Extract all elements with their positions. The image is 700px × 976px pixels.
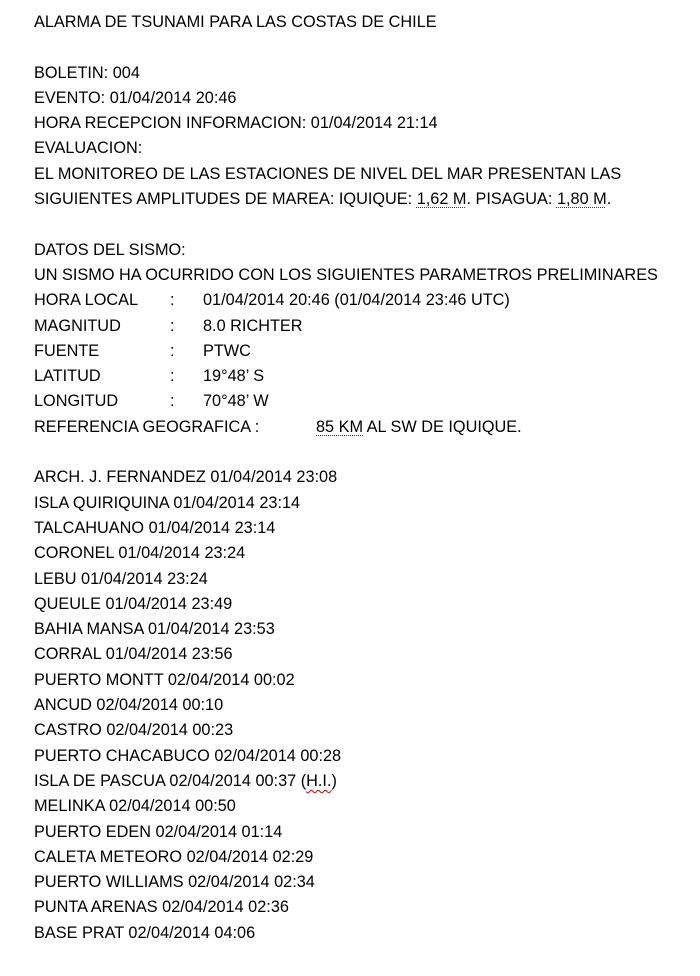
blank-line xyxy=(34,212,698,237)
list-item: BASE PRAT 02/04/2014 04:06 xyxy=(34,923,256,942)
evaluacion-heading: EVALUACION: xyxy=(34,139,143,158)
longitud-value: 70°48’ W xyxy=(203,392,269,411)
referencia-row xyxy=(34,415,698,440)
referencia-distance: 85 KM xyxy=(316,417,364,436)
boletin-number: BOLETIN: 004 xyxy=(34,63,140,82)
referencia-value xyxy=(316,415,522,440)
list-item: ISLA QUIRIQUINA 01/04/2014 23:14 xyxy=(34,493,301,512)
latitud-row xyxy=(34,364,698,389)
pisagua-text: . PISAGUA: xyxy=(466,190,557,209)
magnitud-row xyxy=(34,314,698,339)
list-item: CORRAL 01/04/2014 23:56 xyxy=(34,645,233,664)
bulletin-title: ALARMA DE TSUNAMI PARA LAS COSTAS DE CHILE xyxy=(34,13,437,31)
longitud-row xyxy=(34,389,698,414)
list-item: MELINKA 02/04/2014 00:50 xyxy=(34,797,236,816)
monitoreo-line-2 xyxy=(34,187,698,212)
list-item: CASTRO 02/04/2014 00:23 xyxy=(34,721,234,740)
fuente-value: PTWC xyxy=(203,341,251,360)
list-item: ARCH. J. FERNANDEZ 01/04/2014 23:08 xyxy=(34,468,338,487)
hora-local-row xyxy=(34,288,698,313)
blank-line xyxy=(34,35,698,60)
list-item: TALCAHUANO 01/04/2014 23:14 xyxy=(34,518,276,537)
list-item: CALETA METEORO 02/04/2014 02:29 xyxy=(34,847,314,866)
list-item: PUERTO MONTT 02/04/2014 00:02 xyxy=(34,670,295,689)
longitud-label: LONGITUD xyxy=(34,392,119,411)
period: . xyxy=(606,190,612,209)
pascua-close: ) xyxy=(331,771,337,790)
separator: : xyxy=(170,341,175,360)
hora-local-value: 01/04/2014 20:46 (01/04/2014 23:46 UTC) xyxy=(203,291,510,310)
hora-recepcion: HORA RECEPCION INFORMACION: 01/04/2014 21:14 xyxy=(34,114,438,133)
pisagua-amplitude: 1,80 M xyxy=(556,190,607,209)
latitud-value: 19°48’ S xyxy=(203,367,265,386)
datos-sismo-heading: DATOS DEL SISMO: xyxy=(34,240,186,259)
list-item: ANCUD 02/04/2014 00:10 xyxy=(34,696,224,715)
list-item: PUERTO EDEN 02/04/2014 01:14 xyxy=(34,822,283,841)
separator: : xyxy=(170,392,175,411)
latitud-label: LATITUD xyxy=(34,367,101,386)
referencia-label: REFERENCIA GEOGRAFICA : xyxy=(34,417,260,436)
fuente-label: FUENTE xyxy=(34,341,100,360)
arrival-times-list xyxy=(34,465,698,946)
list-item: CORONEL 01/04/2014 23:24 xyxy=(34,544,246,563)
referencia-direction: AL SW DE IQUIQUE. xyxy=(363,417,522,436)
separator: : xyxy=(170,367,175,386)
evento-datetime: EVENTO: 01/04/2014 20:46 xyxy=(34,88,237,107)
magnitud-label: MAGNITUD xyxy=(34,316,121,335)
list-item: LEBU 01/04/2014 23:24 xyxy=(34,569,208,588)
amplitudes-text: SIGUIENTES AMPLITUDES DE MAREA: IQUIQUE: xyxy=(34,190,417,209)
sismo-intro: UN SISMO HA OCURRIDO CON LOS SIGUIENTES PARAMETROS PRELIMINARES xyxy=(34,265,658,284)
list-item: QUEULE 01/04/2014 23:49 xyxy=(34,594,233,613)
iquique-amplitude: 1,62 M xyxy=(416,190,467,209)
list-item: PUERTO CHACABUCO 02/04/2014 00:28 xyxy=(34,746,342,765)
separator: : xyxy=(170,316,175,335)
blank-line xyxy=(34,440,698,465)
fuente-row xyxy=(34,339,698,364)
hora-local-label: HORA LOCAL xyxy=(34,291,139,310)
pascua-arrival: ISLA DE PASCUA 02/04/2014 00:37 ( xyxy=(34,771,307,790)
list-item: PUNTA ARENAS 02/04/2014 02:36 xyxy=(34,898,289,917)
tsunami-bulletin-document xyxy=(34,10,698,946)
list-item: BAHIA MANSA 01/04/2014 23:53 xyxy=(34,620,275,639)
list-item xyxy=(34,769,698,794)
separator: : xyxy=(170,291,175,310)
pascua-note: H.I. xyxy=(306,771,332,790)
list-item: PUERTO WILLIAMS 02/04/2014 02:34 xyxy=(34,873,315,892)
magnitud-value: 8.0 RICHTER xyxy=(203,316,303,335)
monitoreo-line-1: EL MONITOREO DE LAS ESTACIONES DE NIVEL DEL MAR PRESENTAN LAS xyxy=(34,164,622,183)
